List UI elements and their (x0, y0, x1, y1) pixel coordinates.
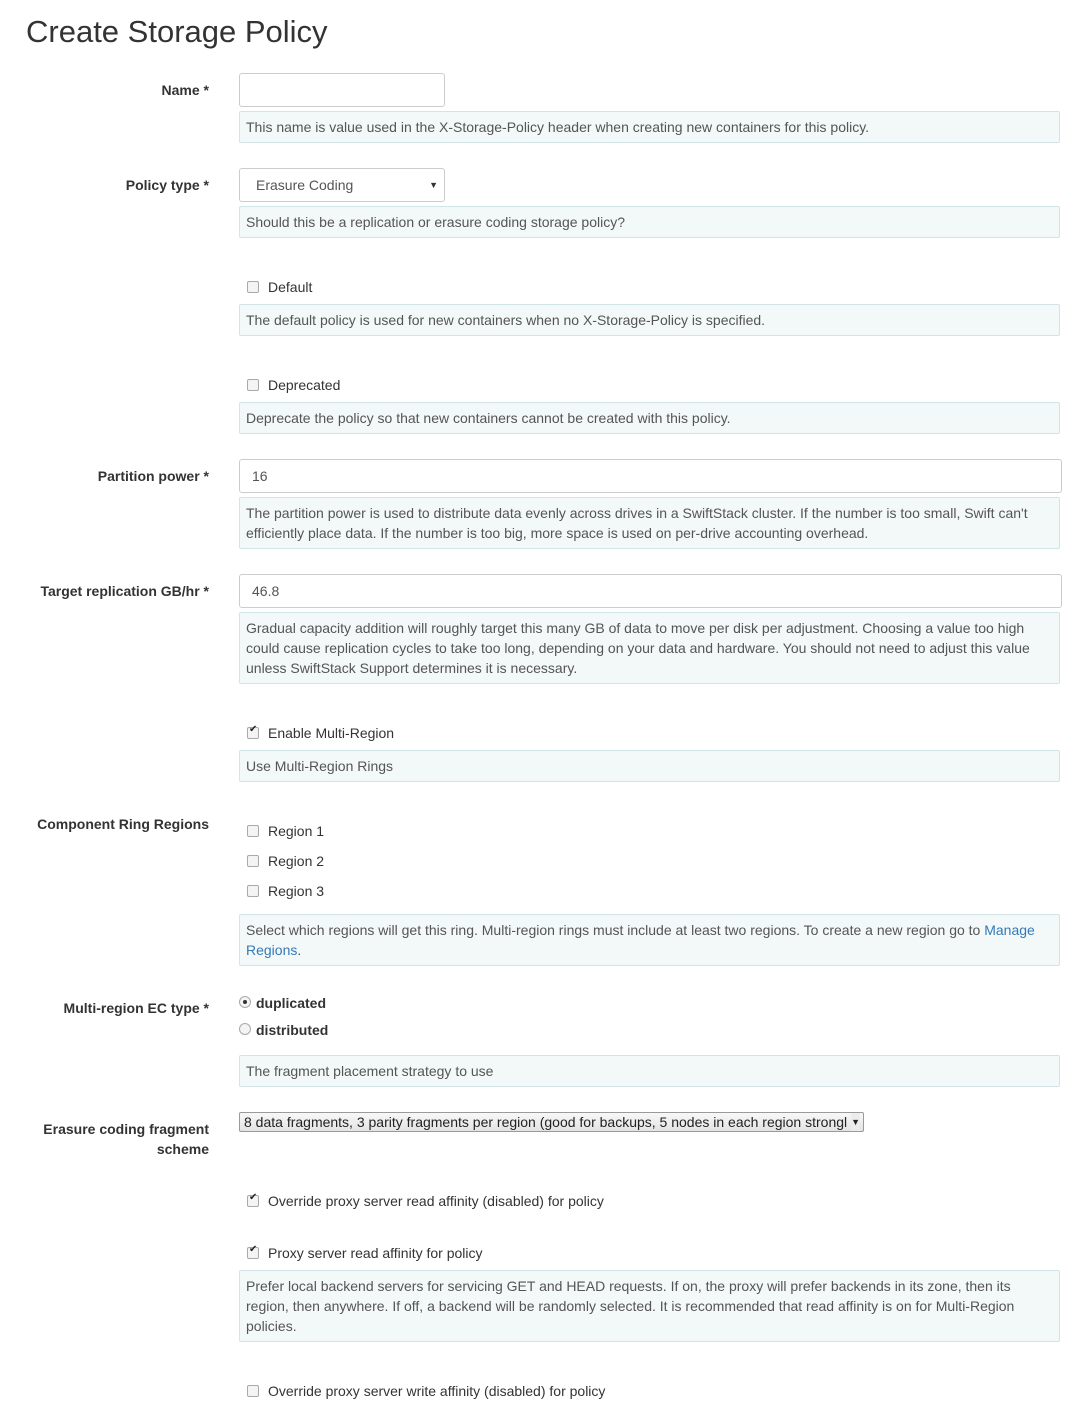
ec-type-duplicated-label[interactable]: duplicated (256, 995, 327, 1011)
partition-power-help: The partition power is used to distribute data evenly across drives in a SwiftStack cluster. If the number is too small, Swift can't efficiently place data. If the number is too big, more space is used on per-drive accounting overhead. (239, 497, 1060, 549)
default-label[interactable]: Default (268, 279, 313, 295)
multi-region-checkbox[interactable] (247, 727, 259, 739)
caret-down-icon: ▼ (851, 1113, 860, 1131)
region-1-checkbox[interactable] (247, 825, 259, 837)
region-3-label[interactable]: Region 3 (268, 883, 325, 899)
region-3-checkbox[interactable] (247, 885, 259, 897)
ec-scheme-label-line2: scheme (156, 1141, 209, 1157)
page-title: Create Storage Policy (26, 14, 328, 49)
policy-type-value: Erasure Coding (256, 177, 354, 193)
component-regions-help (239, 914, 1060, 966)
ec-scheme-select[interactable] (239, 1112, 864, 1132)
multi-region-help: Use Multi-Region Rings (239, 750, 1060, 782)
default-checkbox[interactable] (247, 281, 259, 293)
read-affinity-label[interactable]: Proxy server read affinity for policy (268, 1245, 483, 1261)
ec-scheme-value: 8 data fragments, 3 parity fragments per region (good for backups, 5 nodes in each region strongl (244, 1114, 848, 1130)
multi-region-label[interactable]: Enable Multi-Region (268, 725, 395, 741)
override-write-affinity-checkbox[interactable] (247, 1385, 259, 1397)
name-input[interactable] (239, 73, 445, 107)
component-regions-help-suffix: . (297, 942, 302, 958)
ec-type-distributed-radio[interactable] (239, 1023, 251, 1035)
component-regions-help-text: Select which regions will get this ring. Multi-region rings must include at least two regions. To create a new region go to (246, 922, 985, 938)
region-2-label[interactable]: Region 2 (268, 853, 325, 869)
ec-type-duplicated-radio[interactable] (239, 996, 251, 1008)
override-read-affinity-label[interactable]: Override proxy server read affinity (disabled) for policy (268, 1193, 604, 1209)
ec-type-help: The fragment placement strategy to use (239, 1055, 1060, 1087)
policy-type-help: Should this be a replication or erasure coding storage policy? (239, 206, 1060, 238)
manage-regions-link[interactable]: Manage Regions (246, 922, 1035, 958)
region-1-label[interactable]: Region 1 (268, 823, 325, 839)
default-help: The default policy is used for new containers when no X-Storage-Policy is specified. (239, 304, 1060, 336)
ec-type-label: Multi-region EC type * (63, 1000, 209, 1016)
ec-scheme-label-line1: Erasure coding fragment (43, 1121, 209, 1137)
deprecated-label[interactable]: Deprecated (268, 377, 341, 393)
override-read-affinity-checkbox[interactable] (247, 1195, 259, 1207)
region-2-checkbox[interactable] (247, 855, 259, 867)
policy-type-select[interactable] (239, 168, 445, 202)
override-write-affinity-label[interactable]: Override proxy server write affinity (disabled) for policy (268, 1383, 606, 1399)
read-affinity-help: Prefer local backend servers for servicing GET and HEAD requests. If on, the proxy will prefer backends in its zone, then its region, then anywhere. If off, a backend will be randomly selected. It is recommended that read affinity is on for Multi-Region policies. (239, 1270, 1060, 1342)
target-replication-input[interactable]: 46.8 (239, 574, 1062, 608)
target-replication-help: Gradual capacity addition will roughly target this many GB of data to move per disk per adjustment. Choosing a value too high could cause replication cycles to take too long, depending on your data and hardware. You should not need to adjust this value unless SwiftStack Support determines it is necessary. (239, 612, 1060, 684)
partition-power-input[interactable]: 16 (239, 459, 1062, 493)
name-help: This name is value used in the X-Storage-Policy header when creating new containers for this policy. (239, 111, 1060, 143)
caret-down-icon: ▼ (429, 180, 438, 190)
deprecated-checkbox[interactable] (247, 379, 259, 391)
component-regions-label: Component Ring Regions (37, 816, 209, 832)
partition-power-label: Partition power * (97, 468, 209, 484)
read-affinity-checkbox[interactable] (247, 1247, 259, 1259)
target-replication-label: Target replication GB/hr * (40, 583, 209, 599)
ec-type-distributed-label[interactable]: distributed (256, 1022, 329, 1038)
deprecated-help: Deprecate the policy so that new containers cannot be created with this policy. (239, 402, 1060, 434)
ec-scheme-label (43, 1119, 209, 1159)
name-label: Name * (161, 82, 209, 98)
policy-type-label: Policy type * (125, 177, 209, 193)
